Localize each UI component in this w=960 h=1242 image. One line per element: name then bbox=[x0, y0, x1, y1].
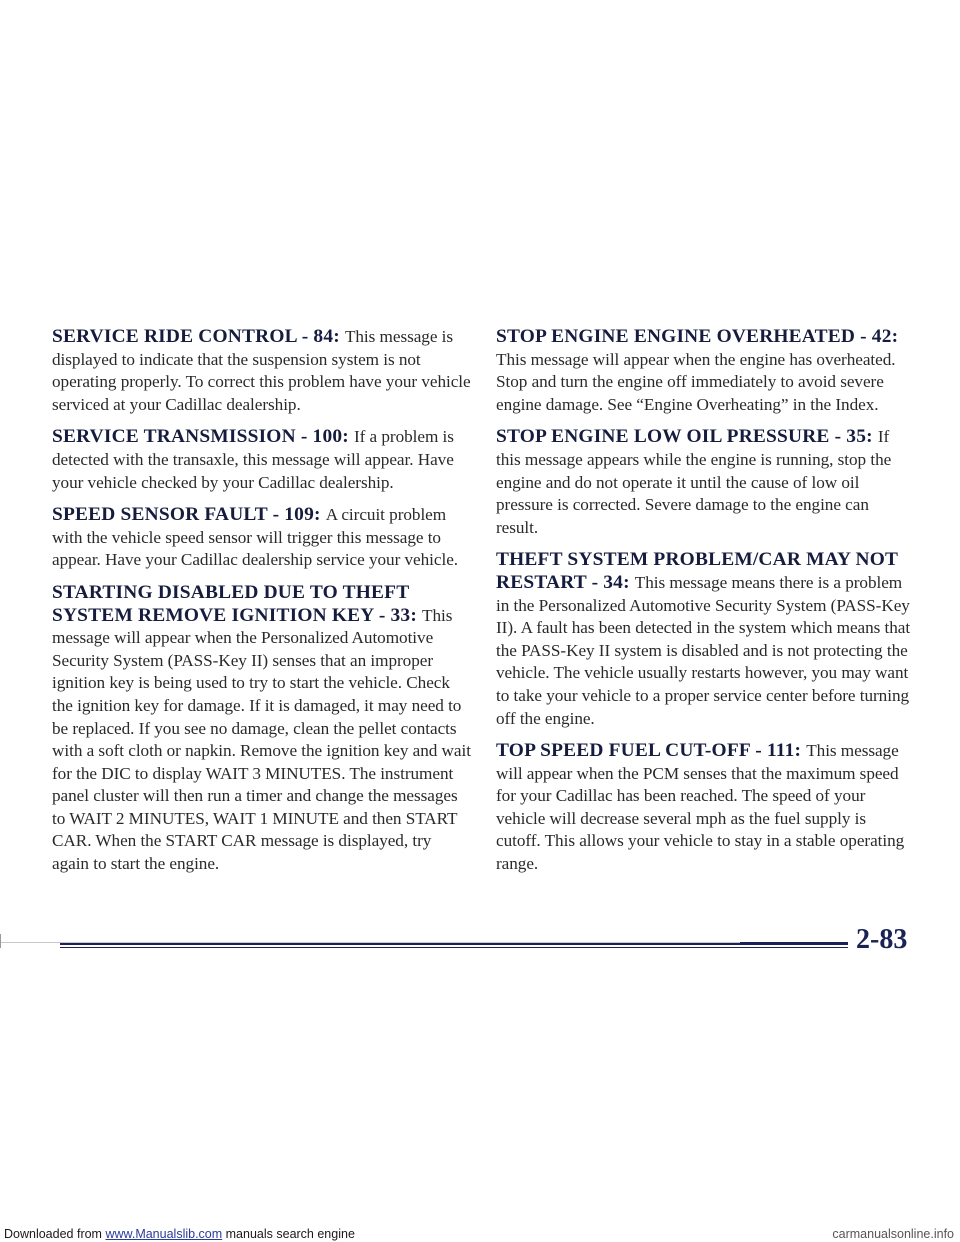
manualslib-link[interactable]: www.Manualslib.com bbox=[105, 1227, 223, 1241]
footer-watermark: carmanualsonline.info bbox=[832, 1227, 954, 1241]
right-column bbox=[496, 326, 914, 886]
message-entry-starting-disabled bbox=[52, 582, 472, 876]
page-number: 2-83 bbox=[856, 924, 908, 955]
entry-heading: SERVICE RIDE CONTROL - 84: bbox=[52, 326, 345, 347]
entry-heading: STOP ENGINE LOW OIL PRESSURE - 35: bbox=[496, 426, 878, 448]
message-entry-low-oil-pressure bbox=[496, 426, 914, 539]
entry-heading: SERVICE TRANSMISSION - 100: bbox=[52, 426, 354, 448]
entry-heading: TOP SPEED FUEL CUT-OFF - 111: bbox=[496, 740, 807, 762]
entry-heading: SPEED SENSOR FAULT - 109: bbox=[52, 504, 326, 526]
entry-text: This message is displayed to indicate that the suspension system is not operating properly. To correct this problem have your vehicle serviced at your Cadillac dealership. bbox=[52, 327, 471, 414]
entry-text: A circuit problem with the vehicle speed sensor will trigger this message to appear. Have your Cadillac dealership service your vehicle. bbox=[52, 505, 459, 570]
message-entry-top-speed-fuel-cutoff bbox=[496, 740, 914, 876]
entry-heading: STOP ENGINE ENGINE OVERHEATED - 42: bbox=[496, 326, 899, 347]
entry-text: If a problem is detected with the transaxle, this message will appear. Have your vehicle checked by your Cadillac dealership. bbox=[52, 427, 454, 492]
message-entry-engine-overheated bbox=[496, 326, 914, 416]
footer-suffix: manuals search engine bbox=[222, 1227, 355, 1241]
entry-text: This message means there is a problem in the Personalized Automotive Security System (PASS-Key II). A fault has been detected in the system which means that the PASS-Key II system is disabled and is not protecting the vehicle. The vehicle usually restarts however, you may want to take your vehicle to a proper service center before turning off the engine. bbox=[496, 572, 911, 728]
message-entry-theft-system-problem bbox=[496, 549, 914, 730]
footer-left bbox=[4, 1226, 355, 1242]
footer-prefix: Downloaded from bbox=[4, 1227, 106, 1241]
entry-text: If this message appears while the engine is running, stop the engine and do not operate it until the cause of low oil pressure is corrected. Severe damage to the engine can result. bbox=[496, 427, 892, 537]
scan-artifact-line bbox=[0, 942, 740, 943]
scan-artifact-tick bbox=[0, 934, 1, 948]
page-footer-rule bbox=[0, 918, 960, 968]
download-footer bbox=[0, 1226, 960, 1242]
entry-text: This message will appear when the Personalized Automotive Security System (PASS-Key II) senses that an improper ignition key is being used to try to start the vehicle. Check the ignition key for damage. If it is damaged, it may need to be replaced. If you see no damage, clean the pellet contacts with a soft cloth or napkin. Remove the ignition key and wait for the DIC to display WAIT 3 MINUTES. The instrument panel cluster will then run a timer and change the messages to WAIT 2 MINUTES, WAIT 1 MINUTE and then START CAR. When the START CAR message is displayed, try again to start the engine. bbox=[52, 605, 471, 874]
rule-line-thin bbox=[60, 947, 848, 948]
message-entry-speed-sensor-fault bbox=[52, 504, 472, 572]
left-column bbox=[52, 326, 472, 886]
entry-heading: THEFT SYSTEM PROBLEM/CAR MAY NOT RESTART - 34: bbox=[496, 549, 898, 593]
message-entry-service-ride-control bbox=[52, 326, 472, 416]
entry-text: This message will appear when the PCM senses that the maximum speed for your Cadillac has been reached. The speed of your vehicle will decrease several mph as the fuel supply is cutoff. This allows your vehicle to stay in a stable operating range. bbox=[496, 741, 905, 874]
entry-text: This message will appear when the engine has overheated. Stop and turn the engine off immediately to avoid severe engine damage. See “Engine Overheating” in the Index. bbox=[496, 349, 896, 414]
message-entry-service-transmission bbox=[52, 426, 472, 494]
entry-heading: STARTING DISABLED DUE TO THEFT SYSTEM REMOVE IGNITION KEY - 33: bbox=[52, 581, 423, 626]
